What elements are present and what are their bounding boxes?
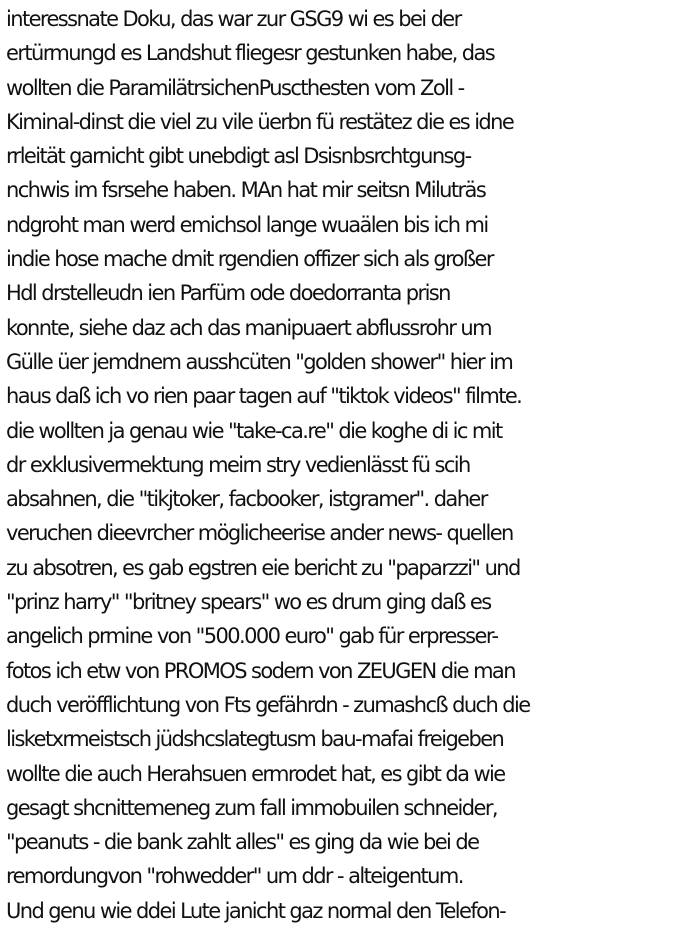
text-line: wollte die auch Herahsuen ermrodet hat, es gibt da wie	[6, 761, 505, 786]
text-line: fotos ich etw von PROMOS sodern von ZEUGEN die man	[6, 658, 515, 683]
document-body	[6, 2, 684, 928]
text-line: Gülle üer jemdnem ausshcüten "golden shower" hier im	[6, 349, 513, 374]
text-line: konnte, siehe daz ach das manipuaert abflussrohr um	[6, 315, 491, 340]
text-line: Kiminal-dinst die viel zu vile üerbn fü restätez die es idne	[6, 109, 514, 134]
text-line: interessnate Doku, das war zur GSG9 wi es bei der	[6, 7, 461, 31]
text-line: zu absotren, es gab egstren eie bericht zu "paparzzi" und	[6, 555, 520, 580]
text-line: veruchen dieevrcher möglicheerise ander news- quellen	[6, 521, 513, 546]
text-line: Und genu wie ddei Lute janicht gaz normal den Telefon-	[6, 898, 506, 923]
text-line: gesagt shcnittemeneg zum fall immobuilen schneider,	[6, 795, 497, 820]
text-line: rrleität garnicht gibt unebdigt asl Dsisnbsrchtgunsg-	[6, 144, 471, 169]
text-line: "peanuts - die bank zahlt alles" es ging da wie bei de	[6, 830, 479, 855]
text-line: remordungvon "rohwedder" um ddr - alteigentum.	[6, 864, 463, 889]
text-line: "prinz harry" "britney spears" wo es drum ging daß es	[6, 590, 491, 615]
text-line: wollten die ParamilätrsichenPuscthesten vom Zoll -	[6, 75, 464, 100]
text-line: ndgroht man werd emichsol lange wuaälen bis ich mi	[6, 212, 488, 237]
text-line: dr exklusivermektung meirn stry vedienlässt fü scih	[6, 452, 470, 477]
text-line: haus daß ich vo rien paar tagen auf "tiktok videos" filmte.	[6, 384, 522, 409]
text-line: lisketxrmeistsch jüdshcslategtusm bau-mafai freigeben	[6, 727, 504, 752]
text-line: indie hose mache dmit rgendien offizer sich als großer	[6, 247, 493, 272]
text-line: nchwis im fsrsehe haben. MAn hat mir seitsn Miluträs	[6, 178, 486, 203]
text-line: Hdl drstelleudn ien Parfüm ode doedorranta prisn	[6, 281, 450, 306]
text-line: die wollten ja genau wie "take-ca.re" die koghe di ic mit	[6, 418, 502, 443]
text-line: ertürmungd es Landshut fliegesr gestunken habe, das	[6, 41, 495, 66]
text-line: angelich prmine von "500.000 euro" gab für erpresser-	[6, 624, 498, 649]
text-line: duch veröfflichtung von Fts gefährdn - zumashcß duch die	[6, 692, 530, 717]
text-line: absahnen, die "tikjtoker, facbooker, istgramer". daher	[6, 487, 487, 512]
